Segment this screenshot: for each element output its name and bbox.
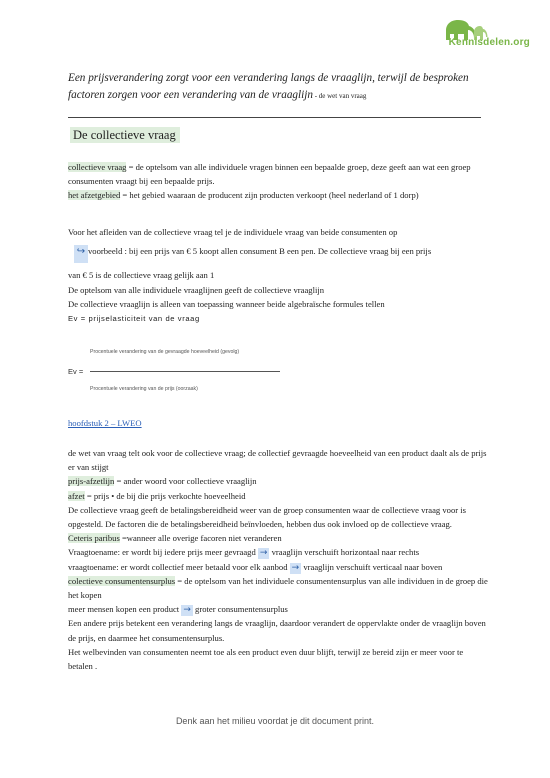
term-ceteris-paribus: Ceteris paribus bbox=[68, 533, 120, 544]
definition-collectieve-vraag bbox=[68, 160, 488, 188]
divider bbox=[68, 117, 481, 118]
term-prijs-afzetlijn: prijs-afzetlijn bbox=[68, 476, 115, 487]
definition-text: = ander woord voor collectieve vraaglijn bbox=[114, 476, 257, 487]
vraagtoename-text: vraagtoename: er wordt collectief meer betaald voor elk aanbod bbox=[68, 561, 290, 572]
right-arrow-icon: → bbox=[291, 562, 300, 573]
intro-paragraph bbox=[68, 70, 488, 105]
logo bbox=[422, 16, 530, 52]
meer-mensen-result: groter consumentensurplus bbox=[192, 604, 288, 615]
intro-text: Een prijsverandering zorgt voor een verandering langs de vraaglijn, terwijl de besproken factoren zorgen voor een verandering van de vraaglijn bbox=[68, 72, 469, 101]
meer-mensen-text: meer mensen kopen een product bbox=[68, 604, 182, 615]
fraction-lhs: Ev = bbox=[68, 367, 84, 376]
example-continued: van € 5 is de collectieve vraag gelijk aan 1 bbox=[68, 270, 215, 280]
fraction-line bbox=[90, 371, 280, 372]
paragraph-andere-prijs: Een andere prijs betekent een verandering langs de vraaglijn, daardoor verandert de oppervlakte onder de vraaglijn boven de prijs, en daarmee het consumentensurplus. bbox=[68, 618, 486, 643]
vraagtoename-result: vraaglijn verschuift horizontaal naar rechts bbox=[269, 547, 420, 558]
term-collectieve-vraag: collectieve vraag bbox=[68, 162, 127, 172]
definition-prijs-afzetlijn bbox=[68, 474, 488, 488]
definition-text: =wanneer alle overige facoren niet veranderen bbox=[119, 533, 282, 544]
term-afzet: afzet bbox=[68, 490, 85, 501]
formula-definition: Ev = prijselasticiteit van de vraag bbox=[68, 313, 200, 323]
definition-afzet bbox=[68, 489, 488, 503]
paragraph-welbevinden: Het welbevinden van consumenten neemt toe als een product even duur blijft, terwijl ze bereid zijn er meer voor te betalen . bbox=[68, 646, 464, 672]
paragraph-afleiden: Voor het afleiden van de collectieve vraag tel je de individuele vraag van beide consumenten op bbox=[68, 227, 398, 237]
chapter-link-wrapper bbox=[68, 416, 488, 430]
right-arrow-icon: → bbox=[259, 548, 268, 559]
vraagtoename-horizontaal bbox=[68, 545, 488, 559]
paragraph-wet-van-vraag: de wet van vraag telt ook voor de collectieve vraag; de collectief gevraagde hoeveelheid van een product daalt als de prijs er van stijgt bbox=[68, 448, 487, 473]
definition-text: = de optelsom van het individuele consumentensurplus van alle individuen in de groep die het kopen bbox=[68, 575, 488, 601]
definition-text: = het gebied waaraan de producent zijn producten verkoopt (heel nederland of 1 dorp) bbox=[120, 190, 419, 200]
definition-text: = prijs • de bij die prijs verkochte hoeveelheid bbox=[84, 490, 246, 501]
logo-text: Kennisdelen.org bbox=[448, 37, 530, 48]
footer-note: Denk aan het milieu voordat je dit document print. bbox=[175, 716, 375, 726]
definition-consumentensurplus bbox=[68, 574, 488, 602]
section-2 bbox=[68, 446, 488, 673]
fraction-numerator: Procentuele verandering van de gevraagde hoeveelheid (gevolg) bbox=[90, 349, 240, 355]
definition-ceteris-paribus bbox=[68, 531, 488, 545]
vraagtoename-result: vraaglijn verschuift verticaal naar boven bbox=[301, 561, 443, 572]
right-arrow-icon: → bbox=[183, 605, 191, 616]
example-text: voorbeeld : bij een prijs van € 5 koopt allen consument B een pen. De collectieve vraag bij een prijs bbox=[88, 246, 432, 256]
vraagtoename-verticaal bbox=[68, 560, 488, 574]
term-afzetgebied: het afzetgebied bbox=[68, 190, 121, 200]
section-heading: De collectieve vraag bbox=[70, 127, 180, 143]
definition-text: = de optelsom van alle individuele vragen binnen een bepaalde groep, deze geeft aan wat een groep consumenten vraagt bij een bepaalde prijs. bbox=[68, 162, 471, 186]
definitions-block bbox=[68, 160, 488, 202]
paragraph-betalingsbereidheid: De collectieve vraag geeft de betalingsbereidheid weer van de groep consumenten waar de collectieve vraag voor is opgesteld. De factoren die de betalingsbereidheid beïnvloeden, hebben dus ook invloed op de collectieve vraag. bbox=[68, 504, 466, 530]
definition-afzetgebied bbox=[68, 188, 488, 202]
fraction-denominator: Procentuele verandering van de prijs (oorzaak) bbox=[90, 386, 198, 392]
chapter-link[interactable]: hoofdstuk 2 – LWEO bbox=[68, 418, 142, 428]
return-arrow-icon: ↪ bbox=[74, 245, 88, 263]
paragraph-optelsom: De optelsom van alle individuele vraaglijnen geeft de collectieve vraaglijn bbox=[68, 284, 325, 295]
intro-note: - de wet van vraag bbox=[312, 92, 367, 100]
term-consumentensurplus: colectieve consumentensurplus bbox=[68, 575, 176, 586]
paragraph-toepassing: De collectieve vraaglijn is alleen van toepassing wanneer beide algebraïsche formules tellen bbox=[68, 299, 385, 310]
vraagtoename-text: Vraagtoename: er wordt bij iedere prijs meer gevraagd bbox=[68, 547, 258, 558]
paragraph-group bbox=[68, 268, 488, 326]
meer-mensen-line bbox=[68, 602, 488, 616]
example-block bbox=[68, 242, 488, 263]
